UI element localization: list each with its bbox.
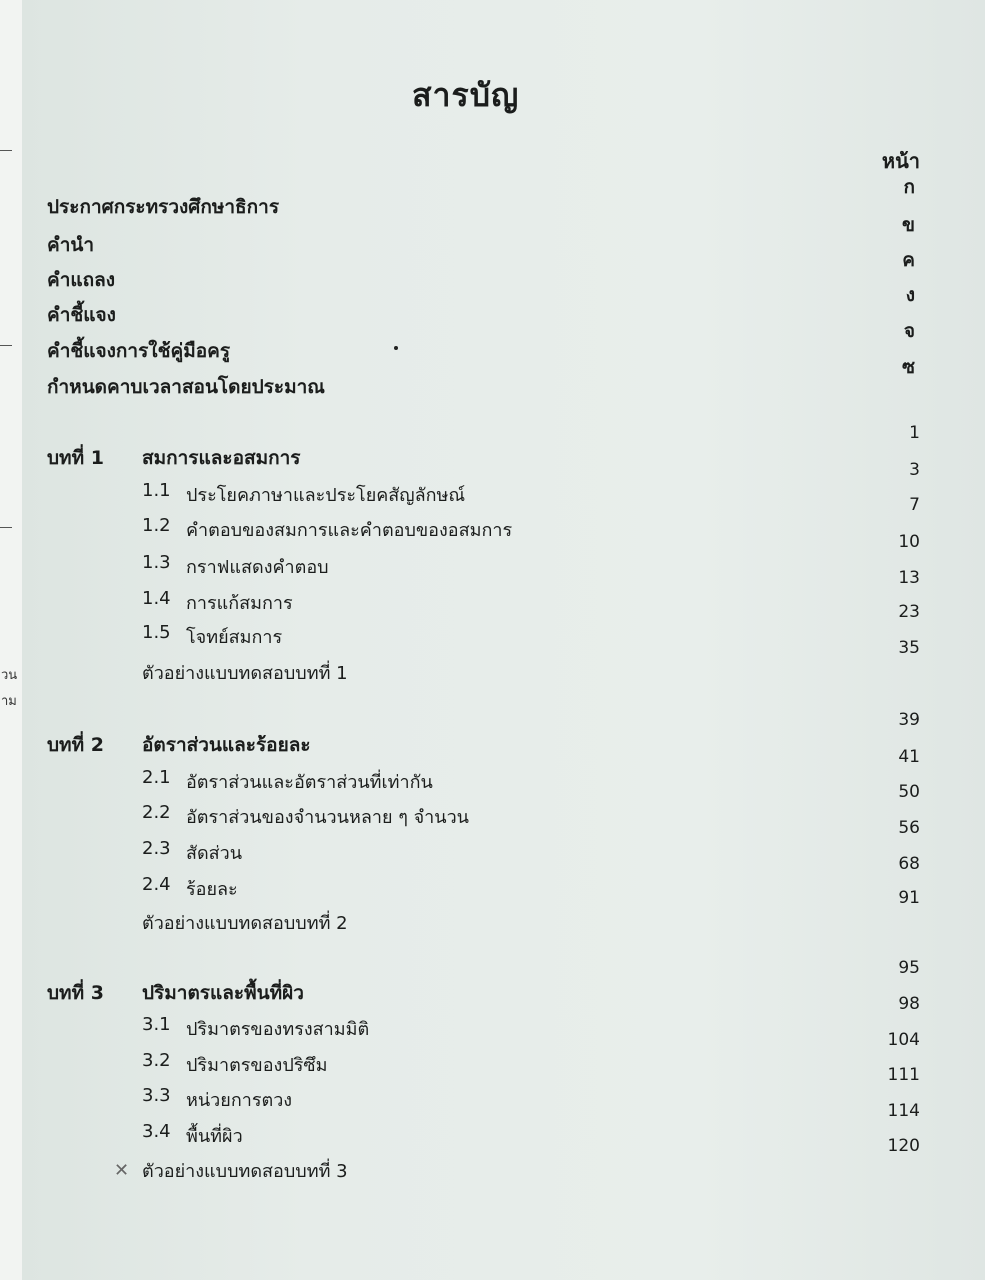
section-number: 1.1 — [142, 480, 171, 501]
front-matter-row — [22, 249, 985, 299]
sample-test-title: ตัวอย่างแบบทดสอบบทที่ 2 — [142, 913, 348, 934]
page-number: 35 — [898, 638, 920, 658]
page-number: จ — [903, 320, 915, 342]
margin-fragment: วน — [1, 668, 18, 683]
chapter-row — [22, 423, 985, 477]
page-number: 13 — [898, 568, 920, 588]
test-row — [22, 638, 985, 692]
page-number: 68 — [898, 854, 920, 874]
section-title: หน่วยการตวง — [186, 1090, 293, 1111]
page-number: ง — [905, 284, 915, 306]
sample-test-title: ตัวอย่างแบบทดสอบบทที่ 3 — [142, 1161, 348, 1182]
margin-fragment: าม — [1, 694, 17, 709]
page-number: 114 — [887, 1101, 920, 1121]
section-title: โจทย์สมการ — [186, 627, 283, 648]
section-number: 1.3 — [142, 552, 171, 573]
chapter-title: ปริมาตรและพื้นที่ผิว — [142, 982, 304, 1004]
chapter-number: บทที่ 3 — [47, 982, 104, 1004]
page-number: 120 — [887, 1136, 920, 1156]
section-number: 3.2 — [142, 1050, 171, 1071]
front-matter-title: กำหนดคาบเวลาสอนโดยประมาณ — [47, 376, 325, 398]
page-number: ข — [902, 214, 915, 236]
section-number: 2.1 — [142, 767, 171, 788]
sample-test-title: ตัวอย่างแบบทดสอบบทที่ 1 — [142, 663, 348, 684]
page-number: 91 — [898, 888, 920, 908]
page-number: 98 — [898, 994, 920, 1014]
section-row — [22, 460, 985, 514]
section-title: การแก้สมการ — [186, 593, 293, 614]
section-title: อัตราส่วนและอัตราส่วนที่เท่ากัน — [186, 772, 433, 793]
section-row — [22, 854, 985, 908]
front-matter-row — [22, 284, 985, 334]
front-matter-title: คำนำ — [47, 234, 95, 256]
page-number: 56 — [898, 818, 920, 838]
page-number: 23 — [898, 602, 920, 622]
section-number: 3.4 — [142, 1121, 171, 1142]
page-number: 50 — [898, 782, 920, 802]
page-title: สารบัญ — [412, 76, 520, 114]
front-matter-title: คำแถลง — [47, 269, 116, 291]
section-title: คำตอบของสมการและคำตอบของอสมการ — [186, 520, 513, 541]
section-title: อัตราส่วนของจำนวนหลาย ๆ จำนวน — [186, 807, 469, 828]
section-number: 1.4 — [142, 588, 171, 609]
chapter-row — [22, 958, 985, 1012]
page-number: 7 — [909, 495, 920, 515]
front-matter-row — [22, 356, 985, 406]
section-title: ประโยคภาษาและประโยคสัญลักษณ์ — [186, 485, 466, 506]
speck — [394, 346, 398, 350]
chapter-title: อัตราส่วนและร้อยละ — [142, 734, 311, 756]
toc-page — [22, 0, 985, 1280]
front-matter-title: ประกาศกระทรวงศึกษาธิการ — [47, 196, 280, 218]
section-row — [22, 818, 985, 872]
page-column-header: หน้า — [881, 149, 920, 173]
page-number: 10 — [898, 532, 920, 552]
section-title: สัดส่วน — [186, 843, 243, 864]
front-matter-title: คำชี้แจงการใช้คู่มือครู — [47, 340, 231, 362]
page-number: ค — [902, 249, 915, 271]
front-matter-row — [22, 214, 985, 264]
page-number: 3 — [909, 460, 920, 480]
section-number: 2.4 — [142, 874, 171, 895]
page-number: 95 — [898, 958, 920, 978]
section-number: 1.2 — [142, 515, 171, 536]
chapter-row — [22, 710, 985, 764]
section-row — [22, 994, 985, 1048]
chapter-number: บทที่ 1 — [47, 447, 104, 469]
chapter-title: สมการและอสมการ — [142, 447, 301, 469]
section-row — [22, 568, 985, 622]
page-number: ซ — [902, 356, 915, 378]
page-number: 111 — [887, 1065, 920, 1085]
section-title: ปริมาตรของปริซึม — [186, 1055, 328, 1076]
margin-tick — [0, 345, 12, 346]
section-number: 2.3 — [142, 838, 171, 859]
section-title: กราฟแสดงคำตอบ — [186, 557, 329, 578]
front-matter-row — [22, 176, 985, 226]
margin-tick — [0, 150, 12, 151]
section-row — [22, 1101, 985, 1155]
section-row — [22, 747, 985, 801]
margin-tick — [0, 527, 12, 528]
section-number: 2.2 — [142, 802, 171, 823]
front-matter-title: คำชี้แจง — [47, 304, 116, 326]
page-number: 41 — [898, 747, 920, 767]
section-title: ร้อยละ — [186, 879, 238, 900]
section-title: พื้นที่ผิว — [186, 1126, 243, 1147]
section-number: 3.1 — [142, 1014, 171, 1035]
section-row — [22, 532, 985, 586]
facing-page-edge — [0, 0, 23, 1280]
page-number: 1 — [909, 423, 920, 443]
section-number: 1.5 — [142, 622, 171, 643]
chapter-number: บทที่ 2 — [47, 734, 104, 756]
front-matter-row — [22, 320, 985, 370]
section-number: 3.3 — [142, 1085, 171, 1106]
page-number: 39 — [898, 710, 920, 730]
page-number: ก — [903, 176, 915, 198]
page-number: 104 — [887, 1030, 920, 1050]
section-row — [22, 1030, 985, 1084]
pencil-mark: ✕ — [114, 1160, 130, 1181]
section-title: ปริมาตรของทรงสามมิติ — [186, 1019, 370, 1040]
